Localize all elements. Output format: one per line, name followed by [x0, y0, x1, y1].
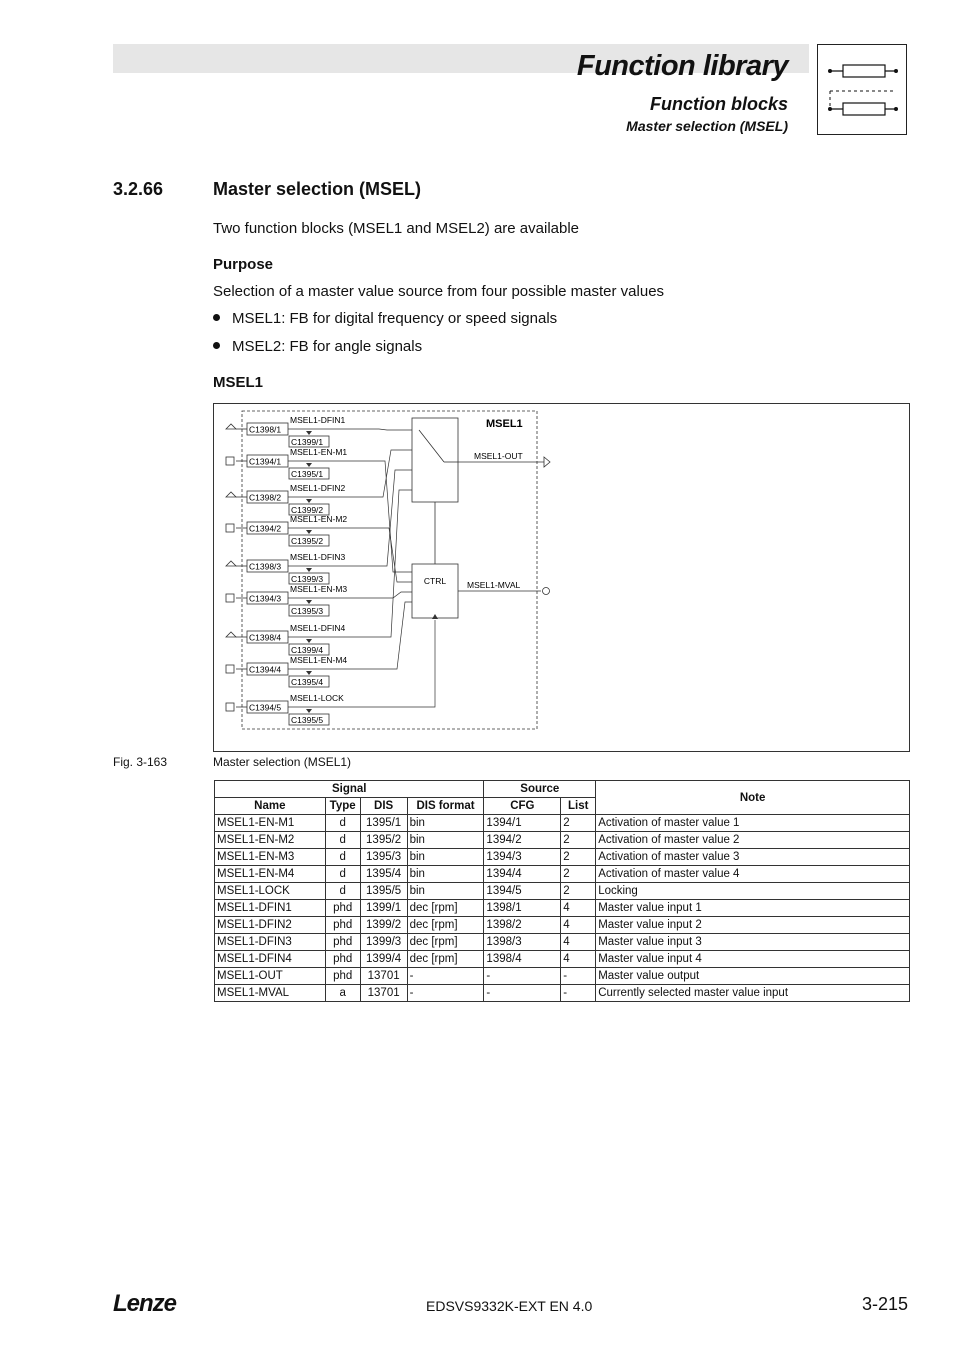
table-cell: dec [rpm] [407, 917, 484, 934]
table-row [215, 866, 910, 883]
input-code: C1394/2 [249, 523, 282, 534]
table-cell: 1394/1 [484, 815, 561, 832]
dis-arrow-icon [306, 709, 312, 713]
table-row [215, 883, 910, 900]
page-title: Function library [576, 50, 788, 82]
table-cell: 1394/3 [484, 849, 561, 866]
table-cell: 4 [561, 917, 596, 934]
phd-input-icon [226, 632, 236, 637]
table-cell: d [325, 849, 360, 866]
table-cell: Master value input 2 [596, 917, 910, 934]
input-signal-name: MSEL1-EN-M4 [290, 655, 348, 665]
dis-arrow-icon [306, 431, 312, 435]
table-cell: dec [rpm] [407, 900, 484, 917]
table-cell: d [325, 815, 360, 832]
table-cell: d [325, 866, 360, 883]
signal-line [288, 429, 412, 430]
table-cell: 4 [561, 934, 596, 951]
table-cell: MSEL1-EN-M1 [215, 815, 326, 832]
out-arrow-icon [544, 457, 550, 467]
figure-caption: Master selection (MSEL1) [213, 755, 352, 769]
table-cell: Master value input 4 [596, 951, 910, 968]
input-code: C1398/2 [249, 492, 282, 503]
input-signal-name: MSEL1-EN-M3 [290, 584, 348, 594]
table-cell: MSEL1-OUT [215, 968, 326, 985]
input-code: C1394/4 [249, 664, 282, 675]
table-row [215, 985, 910, 1002]
table-cell: MSEL1-DFIN2 [215, 917, 326, 934]
table-cell: - [561, 985, 596, 1002]
input-signal-name: MSEL1-LOCK [290, 693, 344, 703]
table-cell: phd [325, 934, 360, 951]
col-header-name: Name [215, 798, 326, 815]
dis-arrow-icon [306, 499, 312, 503]
mval-label: MSEL1-MVAL [467, 580, 521, 590]
table-cell: - [407, 968, 484, 985]
dis-arrow-icon [306, 671, 312, 675]
table-row [215, 815, 910, 832]
table-cell: 1398/3 [484, 934, 561, 951]
table-cell: 2 [561, 849, 596, 866]
group-header-note: Note [596, 781, 910, 815]
input-dis: C1395/2 [291, 536, 324, 546]
table-cell: d [325, 883, 360, 900]
phd-input-icon [226, 492, 236, 497]
table-cell: 2 [561, 815, 596, 832]
signal-table [214, 780, 910, 1002]
page-subtitle: Function blocks [649, 94, 788, 114]
function-block-icon [817, 44, 907, 135]
msel1-heading: MSEL1 [213, 374, 264, 391]
digital-input-icon [226, 703, 234, 711]
table-cell: 13701 [360, 985, 407, 1002]
group-header-source: Source [484, 781, 596, 798]
digital-input-icon [226, 524, 234, 532]
table-cell: - [484, 985, 561, 1002]
block-name: MSEL1 [486, 418, 523, 430]
bullet-item: MSEL1: FB for digital frequency or speed signals [213, 310, 557, 327]
input-signal-name: MSEL1-DFIN4 [290, 623, 346, 633]
table-cell: 1394/4 [484, 866, 561, 883]
input-dis: C1395/4 [291, 677, 324, 687]
table-cell: - [484, 968, 561, 985]
dis-arrow-icon [306, 600, 312, 604]
table-cell: 1395/2 [360, 832, 407, 849]
table-cell: 1395/4 [360, 866, 407, 883]
msel1-block-diagram [213, 403, 910, 752]
table-cell: d [325, 832, 360, 849]
digital-input-icon [226, 665, 234, 673]
table-cell: 1398/4 [484, 951, 561, 968]
digital-input-icon [226, 457, 234, 465]
dis-arrow-icon [306, 463, 312, 467]
table-cell: Activation of master value 4 [596, 866, 910, 883]
table-cell: MSEL1-DFIN4 [215, 951, 326, 968]
digital-input-icon [226, 594, 234, 602]
table-cell: Locking [596, 883, 910, 900]
input-code: C1394/1 [249, 456, 282, 467]
input-signal-name: MSEL1-DFIN3 [290, 552, 346, 562]
input-signal-name: MSEL1-DFIN2 [290, 483, 346, 493]
figure-number: Fig. 3-163 [113, 755, 168, 769]
table-cell: MSEL1-DFIN1 [215, 900, 326, 917]
table-cell: 1399/1 [360, 900, 407, 917]
dis-arrow-icon [306, 568, 312, 572]
input-dis: C1395/3 [291, 606, 324, 616]
phd-input-icon [226, 424, 236, 429]
selector-block [412, 418, 458, 502]
input-dis: C1399/1 [291, 437, 324, 447]
input-dis: C1395/1 [291, 469, 324, 479]
table-cell: 1394/2 [484, 832, 561, 849]
table-cell: MSEL1-EN-M2 [215, 832, 326, 849]
table-cell: Master value input 3 [596, 934, 910, 951]
bullet-dot-icon [213, 342, 220, 349]
table-cell: 1399/3 [360, 934, 407, 951]
table-cell: 2 [561, 883, 596, 900]
table-cell: 1394/5 [484, 883, 561, 900]
ctrl-label: CTRL [423, 576, 447, 586]
lenze-logo: Lenze [113, 1290, 177, 1317]
input-code: C1398/4 [249, 632, 282, 643]
table-cell: 1398/1 [484, 900, 561, 917]
table-cell: dec [rpm] [407, 951, 484, 968]
mval-output-icon [543, 588, 550, 595]
table-cell: phd [325, 900, 360, 917]
table-cell: MSEL1-EN-M4 [215, 866, 326, 883]
table-cell: bin [407, 849, 484, 866]
table-cell: 1395/3 [360, 849, 407, 866]
bullet-dot-icon [213, 314, 220, 321]
table-cell: 1399/4 [360, 951, 407, 968]
input-code: C1398/3 [249, 561, 282, 572]
table-cell: bin [407, 815, 484, 832]
table-cell: MSEL1-EN-M3 [215, 849, 326, 866]
table-cell: Master value output [596, 968, 910, 985]
table-cell: bin [407, 832, 484, 849]
table-cell: - [407, 985, 484, 1002]
table-cell: 13701 [360, 968, 407, 985]
table-row [215, 917, 910, 934]
input-code: C1394/5 [249, 702, 282, 713]
input-dis: C1399/3 [291, 574, 324, 584]
table-cell: a [325, 985, 360, 1002]
out-label: MSEL1-OUT [474, 451, 523, 461]
dis-arrow-icon [306, 530, 312, 534]
col-header-dis-format: DIS format [407, 798, 484, 815]
table-cell: phd [325, 917, 360, 934]
table-cell: 1395/5 [360, 883, 407, 900]
table-row [215, 832, 910, 849]
table-cell: phd [325, 951, 360, 968]
table-row [215, 934, 910, 951]
page-number: 3-215 [861, 1294, 908, 1314]
table-row [215, 849, 910, 866]
table-cell: dec [rpm] [407, 934, 484, 951]
table-row [215, 951, 910, 968]
diagram-input [226, 415, 412, 447]
col-header-type: Type [325, 798, 360, 815]
document-id: EDSVS9332K-EXT EN 4.0 [426, 1298, 593, 1314]
table-cell: MSEL1-MVAL [215, 985, 326, 1002]
table-cell: 1395/1 [360, 815, 407, 832]
phd-input-icon [226, 561, 236, 566]
table-cell: Activation of master value 1 [596, 815, 910, 832]
input-signal-name: MSEL1-EN-M1 [290, 447, 348, 457]
table-cell: - [561, 968, 596, 985]
table-cell: bin [407, 866, 484, 883]
page-sub-subtitle: Master selection (MSEL) [626, 118, 788, 134]
table-cell: 1398/2 [484, 917, 561, 934]
table-cell: phd [325, 968, 360, 985]
table-cell: 1399/2 [360, 917, 407, 934]
diagram-input [226, 584, 412, 616]
table-row [215, 968, 910, 985]
table-cell: Activation of master value 3 [596, 849, 910, 866]
input-dis: C1399/2 [291, 505, 324, 515]
table-cell: 2 [561, 866, 596, 883]
input-code: C1398/1 [249, 424, 282, 435]
input-dis: C1399/4 [291, 645, 324, 655]
section-number: 3.2.66 [113, 179, 164, 199]
section-title: Master selection (MSEL) [213, 179, 422, 199]
input-signal-name: MSEL1-EN-M2 [290, 514, 348, 524]
col-header-dis: DIS [360, 798, 407, 815]
table-cell: 2 [561, 832, 596, 849]
bullet-item: MSEL2: FB for angle signals [213, 338, 422, 355]
table-cell: Currently selected master value input [596, 985, 910, 1002]
table-cell: bin [407, 883, 484, 900]
purpose-text: Selection of a master value source from four possible master values [213, 283, 665, 300]
table-cell: Master value input 1 [596, 900, 910, 917]
purpose-heading: Purpose [213, 256, 274, 273]
table-row [215, 900, 910, 917]
input-code: C1394/3 [249, 593, 282, 604]
input-dis: C1395/5 [291, 715, 324, 725]
dis-arrow-icon [306, 639, 312, 643]
table-cell: 4 [561, 900, 596, 917]
col-header-cfg: CFG [484, 798, 561, 815]
ctrl-block [412, 564, 458, 618]
input-signal-name: MSEL1-DFIN1 [290, 415, 346, 425]
table-cell: MSEL1-DFIN3 [215, 934, 326, 951]
table-cell: Activation of master value 2 [596, 832, 910, 849]
table-cell: MSEL1-LOCK [215, 883, 326, 900]
intro-text: Two function blocks (MSEL1 and MSEL2) are available [213, 220, 580, 237]
col-header-list: List [561, 798, 596, 815]
group-header-signal: Signal [215, 781, 484, 798]
table-cell: 4 [561, 951, 596, 968]
